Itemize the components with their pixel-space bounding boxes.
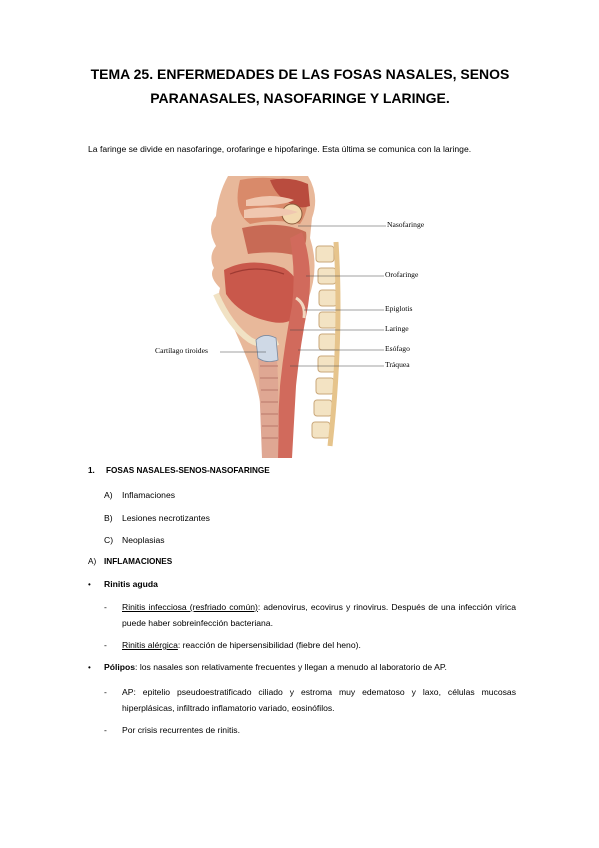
- pharynx-illustration: [180, 176, 440, 458]
- rinitis-infecciosa-term: Rinitis infecciosa (resfriado común): [122, 602, 258, 612]
- polipos-crisis-item: - Por crisis recurrentes de rinitis.: [104, 722, 516, 738]
- rinitis-alergica-item: - Rinitis alérgica: reacción de hipersensibilidad (fiebre del heno).: [104, 637, 516, 653]
- label-cartilago-tiroides: Cartílago tiroides: [155, 346, 208, 355]
- section-a-heading: [88, 557, 172, 566]
- section-a-letter: A): [88, 557, 97, 566]
- section-1-title: FOSAS NASALES-SENOS-NASOFARINGE: [106, 466, 270, 475]
- label-laringe: Laringe: [385, 324, 409, 333]
- label-orofaringe: Orofaringe: [385, 270, 419, 279]
- rinitis-infecciosa-item: - Rinitis infecciosa (resfriado común): adenovirus, ecovirus y rinovirus. Después de una infección vírica puede haber sobreinfección bacteriana.: [104, 599, 516, 631]
- bullet-icon: •: [88, 663, 91, 672]
- polipos-title: Pólipos: [104, 662, 136, 672]
- label-epiglotis: Epiglotis: [385, 304, 413, 313]
- section-1-item: A) Inflamaciones: [104, 490, 176, 500]
- section-a-title: INFLAMACIONES: [104, 557, 173, 566]
- anatomy-figure: [155, 176, 440, 458]
- page-title: [60, 62, 540, 110]
- rinitis-aguda-title: Rinitis aguda: [104, 579, 158, 589]
- bullet-rinitis-aguda: [88, 579, 158, 589]
- section-1-heading: [88, 466, 270, 475]
- dash-icon: -: [104, 602, 107, 612]
- polipos-text: : los nasales son relativamente frecuentes y llegan a menudo al laboratorio de AP.: [135, 662, 447, 672]
- section-1-number: 1.: [88, 466, 95, 475]
- section-1-item: B) Lesiones necrotizantes: [104, 513, 210, 523]
- bullet-polipos: [88, 662, 447, 672]
- bullet-icon: •: [88, 580, 91, 589]
- rinitis-alergica-term: Rinitis alérgica: [122, 640, 178, 650]
- polipos-ap-item: - AP: epitelio pseudoestratificado ciliado y estroma muy edematoso y laxo, células mucosas hiperplásicas, infiltrado inflamatorio variado, eosinófilos.: [104, 684, 516, 716]
- section-1-item: C) Neoplasias: [104, 535, 165, 545]
- dash-icon: -: [104, 725, 107, 735]
- dash-icon: -: [104, 687, 107, 697]
- label-nasofaringe: Nasofaringe: [387, 220, 425, 229]
- label-traquea: Tráquea: [385, 360, 410, 369]
- title-line-2: PARANASALES, NASOFARINGE Y LARINGE.: [150, 90, 450, 106]
- intro-paragraph: La faringe se divide en nasofaringe, orofaringe e hipofaringe. Esta última se comunica con la laringe.: [88, 144, 472, 154]
- dash-icon: -: [104, 640, 107, 650]
- title-line-1: TEMA 25. ENFERMEDADES DE LAS FOSAS NASALES, SENOS: [90, 66, 510, 82]
- label-esofago: Esófago: [385, 344, 410, 353]
